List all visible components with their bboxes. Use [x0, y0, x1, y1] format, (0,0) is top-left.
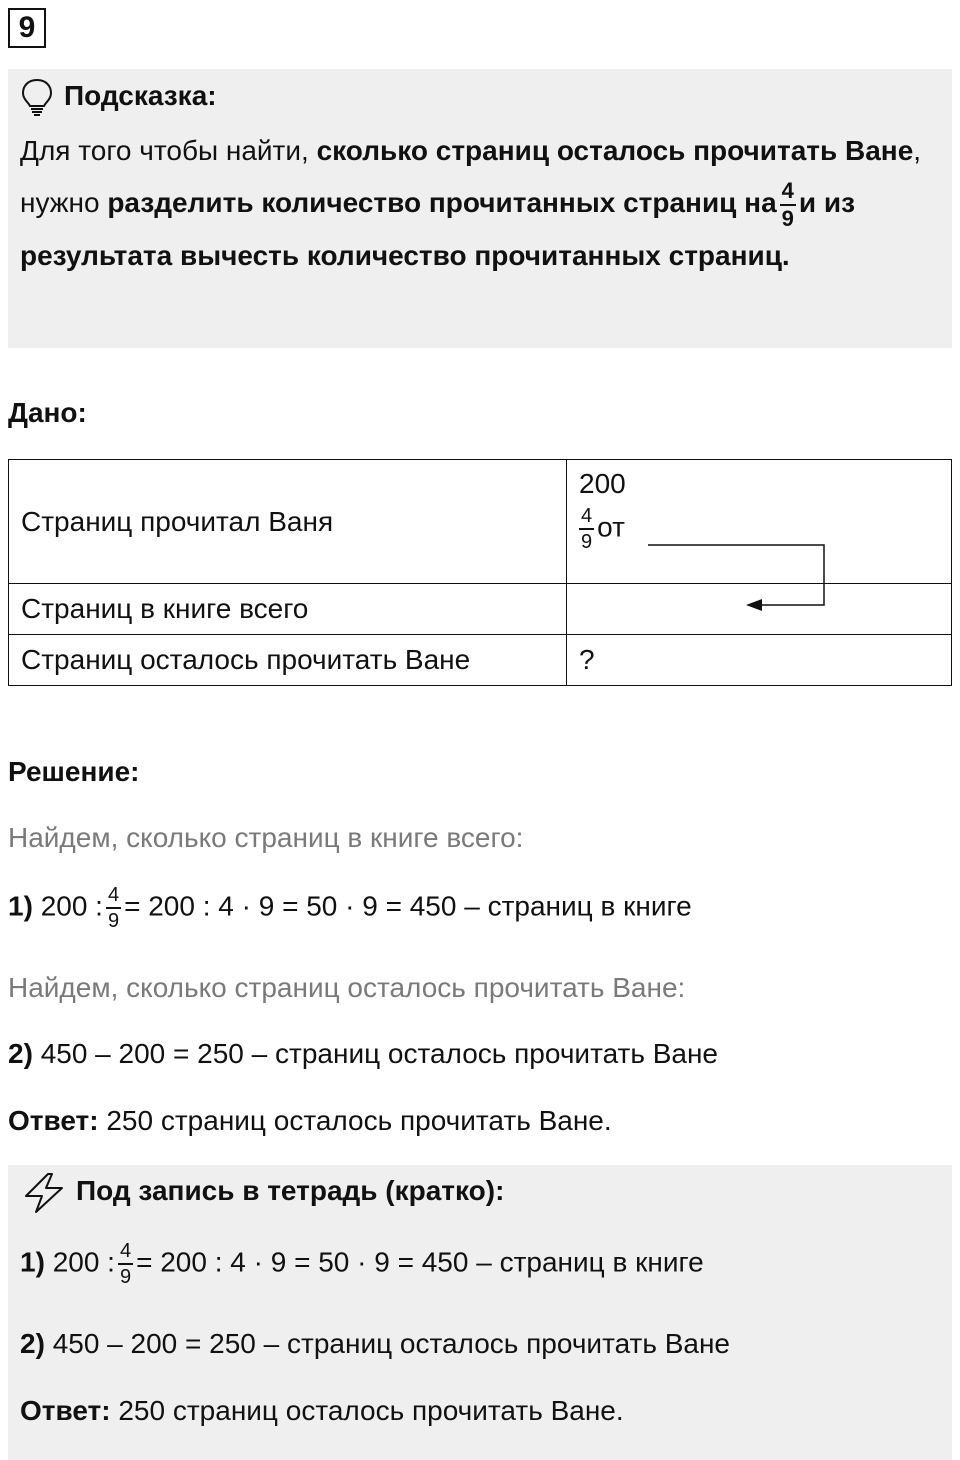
step-number: 1): [8, 890, 33, 922]
value-number: 200: [579, 468, 626, 499]
step-number: 2): [20, 1328, 45, 1359]
step2-intro: Найдем, сколько страниц осталось прочитать Ване:: [8, 972, 686, 1003]
value-fraction-line: [579, 506, 939, 552]
task-number: 9: [8, 8, 46, 48]
step-text: 450 – 200 = 250 – страниц осталось прочитать Ване: [40, 1038, 719, 1069]
notebook-answer-line: [20, 1395, 624, 1427]
lightbulb-icon: [20, 78, 54, 116]
lightning-icon: [22, 1172, 66, 1214]
solution-title: Решение:: [8, 756, 140, 787]
table-row: [9, 584, 952, 635]
hint-fraction: $\frac{4}{9}$: [781, 177, 794, 231]
hint-bold-part: сколько страниц осталось прочитать Ване: [316, 135, 914, 166]
row-label: Страниц в книге всего: [9, 584, 567, 635]
answer-line: [8, 1105, 612, 1137]
step-fraction: $\frac{4}{9}$: [119, 1240, 132, 1288]
row-label: Страниц осталось прочитать Ване: [9, 635, 567, 686]
notebook-title: Под запись в тетрадь (кратко):: [76, 1175, 505, 1206]
step-fraction: $\frac{4}{9}$: [107, 884, 120, 932]
row-value: ?: [567, 635, 952, 686]
step-text: = 200 : 4 · 9 = 50 · 9 = 450 – страниц в книге: [124, 890, 692, 922]
hint-bold-part: и из результата вычесть количество прочитанных страниц.: [20, 187, 856, 271]
step-number: 2): [8, 1038, 33, 1069]
notebook-step1-line: [20, 1241, 704, 1287]
step-text: 450 – 200 = 250 – страниц осталось прочитать Ване: [52, 1328, 731, 1359]
row-value: [567, 460, 952, 584]
answer-text: 250 страниц осталось прочитать Ване.: [118, 1395, 624, 1426]
given-table: [8, 459, 952, 686]
hint-bold-part: разделить количество прочитанных страниц на: [107, 187, 777, 218]
step1-intro: Найдем, сколько страниц в книге всего:: [8, 822, 524, 853]
fraction-suffix: от: [597, 511, 625, 543]
answer-label: Ответ:: [8, 1105, 99, 1136]
answer-label: Ответ:: [20, 1395, 111, 1426]
step-number: 1): [20, 1246, 45, 1278]
hint-text-part: , нужно: [20, 135, 922, 218]
notebook-step2-line: [20, 1328, 730, 1360]
hint-title: Подсказка:: [64, 80, 217, 111]
hint-text-part: Для того чтобы найти,: [20, 135, 317, 166]
step1-line: [8, 885, 692, 931]
step-text: = 200 : 4 · 9 = 50 · 9 = 450 – страниц в книге: [136, 1246, 704, 1278]
hint-text: [20, 125, 940, 282]
value-fraction: $\frac{4}{9}$: [581, 505, 593, 553]
table-row: [9, 460, 952, 584]
step-text: 200 :: [52, 1246, 115, 1278]
given-title: Дано:: [8, 397, 87, 428]
row-value: [567, 584, 952, 635]
table-row: [9, 635, 952, 686]
step-text: 200 :: [40, 890, 103, 922]
answer-text: 250 страниц осталось прочитать Ване.: [106, 1105, 612, 1136]
step2-line: [8, 1038, 718, 1070]
row-label: Страниц прочитал Ваня: [9, 460, 567, 584]
